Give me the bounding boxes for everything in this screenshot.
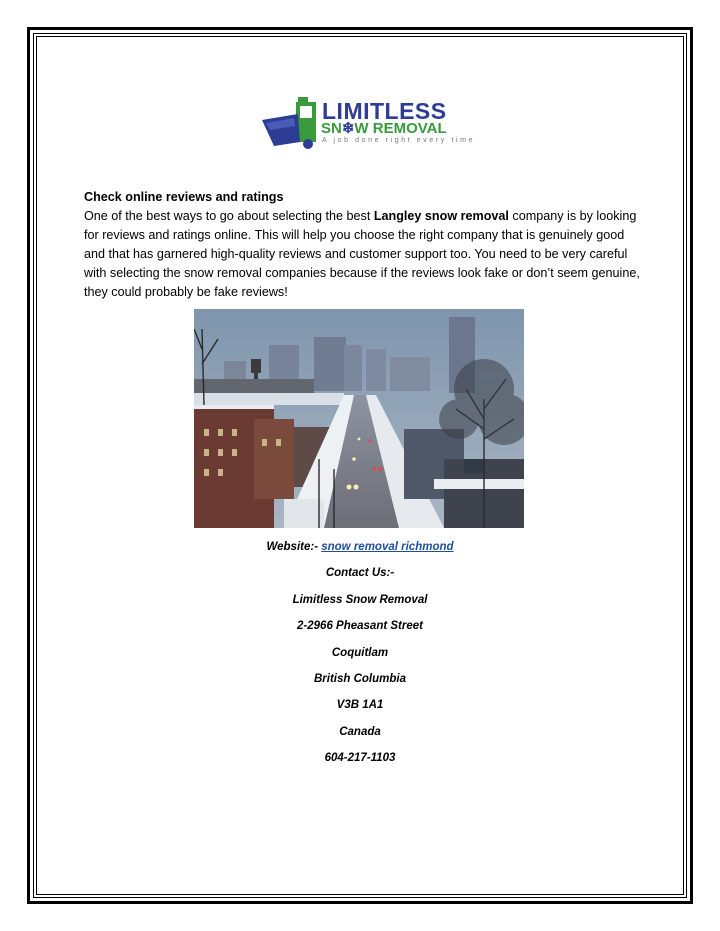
company-name: Limitless Snow Removal: [292, 594, 428, 606]
country: Canada: [339, 726, 381, 738]
city: Coquitlam: [331, 647, 389, 659]
street-address: 2-2966 Pheasant Street: [297, 620, 423, 632]
article-heading: Check online reviews and ratings: [84, 190, 284, 204]
logo-subtitle: SN❄W REMOVAL: [321, 120, 447, 137]
contact-label: Contact Us:-: [325, 567, 395, 579]
keyword-bold: Langley snow removal: [373, 209, 509, 223]
snowplow-icon: [258, 96, 320, 152]
article: [84, 188, 644, 302]
website-line: [0, 540, 720, 554]
company-logo: [258, 96, 476, 152]
website-link[interactable]: snow removal richmond: [321, 541, 454, 553]
postal-code: V3B 1A1: [336, 699, 384, 711]
article-paragraph: One of the best ways to go about selecting the best Langley snow removal company is by looking for reviews and ratings online. This will help you choose the right company that is genuinely good and that has garnered high-quality reviews and customer support too. You need to be very careful with selecting the snow removal companies because if the reviews look fake or don’t seem genuine, they could probably be fake reviews!: [84, 209, 640, 299]
province: British Columbia: [313, 673, 406, 685]
city-snow-photo: [194, 309, 524, 528]
logo-tagline: A job done right every time: [322, 137, 476, 144]
phone-number: 604-217-1103: [324, 752, 396, 764]
logo-title: LIMITLESS: [322, 98, 447, 124]
snowflake-icon: ❄: [341, 120, 355, 137]
website-label: Website:-: [266, 541, 319, 553]
